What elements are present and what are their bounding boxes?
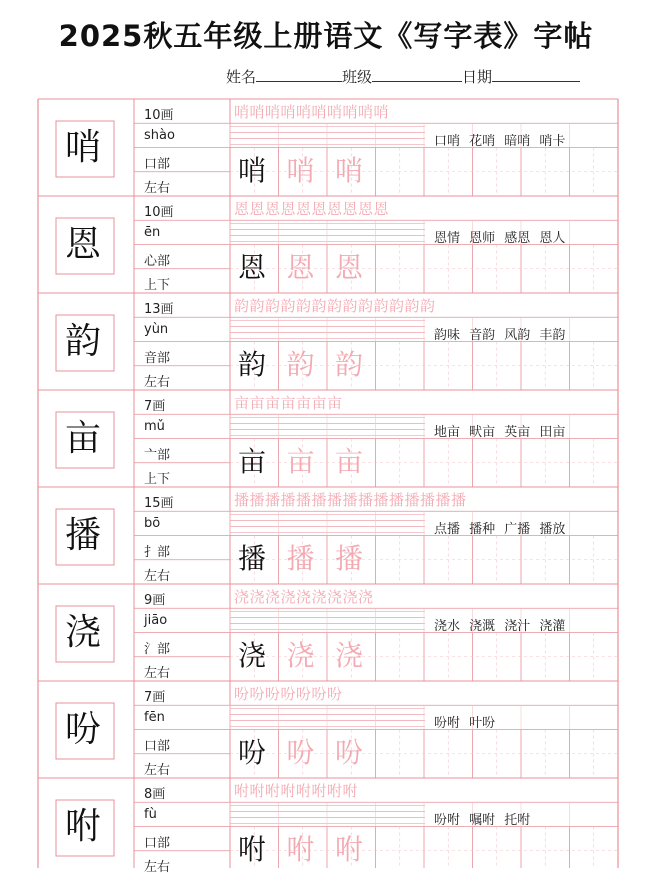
structure-label: 左右 bbox=[144, 568, 171, 584]
pinyin-label: fēn bbox=[144, 710, 165, 726]
radical-label: 亠部 bbox=[144, 447, 171, 463]
pinyin-label: jiāo bbox=[144, 613, 168, 629]
radical-label: 音部 bbox=[144, 350, 171, 366]
radical-label: 口部 bbox=[144, 156, 171, 172]
stroke-order: 吩吩吩吩吩吩吩 bbox=[234, 685, 343, 703]
practice-character-trace: 恩 bbox=[335, 250, 364, 284]
structure-label: 左右 bbox=[144, 665, 171, 681]
radical-label: 口部 bbox=[144, 738, 171, 754]
model-character: 亩 bbox=[65, 418, 102, 459]
model-character: 浇 bbox=[65, 612, 102, 653]
radical-label: 心部 bbox=[144, 253, 171, 269]
stroke-order: 浇浇浇浇浇浇浇浇浇 bbox=[234, 588, 374, 606]
stroke-order: 韵韵韵韵韵韵韵韵韵韵韵韵韵 bbox=[234, 297, 436, 315]
vocabulary-words: 地亩 畎亩 英亩 田亩 bbox=[434, 425, 566, 441]
vocabulary-words: 吩咐 嘱咐 托咐 bbox=[434, 813, 531, 829]
stroke-count-label: 13画 bbox=[144, 302, 174, 317]
model-character: 哨 bbox=[65, 127, 102, 168]
practice-character-trace: 咐 bbox=[286, 832, 315, 866]
model-character: 吩 bbox=[65, 709, 102, 750]
practice-character-solid: 韵 bbox=[238, 347, 267, 381]
vocabulary-words: 口哨 花哨 暗哨 哨卡 bbox=[434, 134, 566, 150]
stroke-count-label: 8画 bbox=[144, 787, 166, 802]
vocabulary-words: 浇水 浇溉 浇汁 浇灌 bbox=[434, 619, 566, 635]
stroke-order: 咐咐咐咐咐咐咐咐 bbox=[234, 782, 359, 800]
model-character: 恩 bbox=[65, 224, 102, 265]
practice-character-trace: 韵 bbox=[286, 347, 315, 381]
model-character: 咐 bbox=[65, 806, 102, 847]
date-label: 日期 bbox=[462, 68, 493, 86]
stroke-count-label: 7画 bbox=[144, 690, 166, 705]
practice-character-solid: 浇 bbox=[238, 638, 267, 672]
vocabulary-words: 恩情 恩师 感恩 恩人 bbox=[434, 231, 566, 247]
vocabulary-words: 韵味 音韵 风韵 丰韵 bbox=[434, 328, 566, 344]
stroke-order: 哨哨哨哨哨哨哨哨哨哨 bbox=[234, 103, 390, 121]
practice-character-trace: 播 bbox=[335, 541, 364, 575]
structure-label: 左右 bbox=[144, 374, 171, 390]
radical-label: 口部 bbox=[144, 835, 171, 851]
practice-character-trace: 亩 bbox=[335, 444, 364, 478]
practice-character-trace: 哨 bbox=[286, 153, 315, 187]
pinyin-label: fù bbox=[144, 807, 157, 823]
practice-character-trace: 咐 bbox=[335, 832, 364, 866]
stroke-order: 恩恩恩恩恩恩恩恩恩恩 bbox=[234, 200, 390, 218]
structure-label: 上下 bbox=[144, 277, 171, 293]
structure-label: 左右 bbox=[144, 180, 171, 196]
structure-label: 左右 bbox=[144, 762, 171, 778]
practice-character-trace: 吩 bbox=[286, 735, 315, 769]
name-label: 姓名 bbox=[226, 68, 257, 86]
vocabulary-words: 点播 播种 广播 播放 bbox=[434, 522, 566, 538]
pinyin-label: bō bbox=[144, 516, 161, 532]
practice-character-trace: 亩 bbox=[286, 444, 315, 478]
pinyin-label: ēn bbox=[144, 225, 161, 241]
radical-label: 氵部 bbox=[144, 641, 171, 657]
model-character: 韵 bbox=[65, 321, 102, 362]
practice-character-trace: 吩 bbox=[335, 735, 364, 769]
practice-character-solid: 哨 bbox=[238, 153, 267, 187]
stroke-count-label: 15画 bbox=[144, 496, 174, 511]
practice-character-solid: 亩 bbox=[238, 444, 267, 478]
practice-character-trace: 播 bbox=[286, 541, 315, 575]
stroke-count-label: 7画 bbox=[144, 399, 166, 414]
radical-label: 扌部 bbox=[144, 544, 171, 560]
practice-character-solid: 播 bbox=[238, 541, 267, 575]
stroke-count-label: 9画 bbox=[144, 593, 166, 608]
stroke-count-label: 10画 bbox=[144, 108, 174, 123]
class-label: 班级 bbox=[342, 68, 373, 86]
vocabulary-words: 吩咐 叶吩 bbox=[434, 716, 496, 732]
practice-character-trace: 韵 bbox=[335, 347, 364, 381]
practice-character-trace: 浇 bbox=[335, 638, 364, 672]
structure-label: 左右 bbox=[144, 859, 171, 875]
practice-character-solid: 吩 bbox=[238, 735, 267, 769]
stroke-order: 播播播播播播播播播播播播播播播 bbox=[234, 491, 467, 509]
stroke-count-label: 10画 bbox=[144, 205, 174, 220]
practice-character-solid: 咐 bbox=[238, 832, 267, 866]
practice-character-trace: 浇 bbox=[286, 638, 315, 672]
structure-label: 上下 bbox=[144, 471, 171, 487]
pinyin-label: shào bbox=[144, 128, 175, 144]
model-character: 播 bbox=[65, 515, 102, 556]
stroke-order: 亩亩亩亩亩亩亩 bbox=[234, 394, 343, 412]
practice-character-solid: 恩 bbox=[238, 250, 267, 284]
page-title: 2025秋五年级上册语文《写字表》字帖 bbox=[58, 19, 594, 53]
practice-character-trace: 哨 bbox=[335, 153, 364, 187]
practice-character-trace: 恩 bbox=[286, 250, 315, 284]
pinyin-label: yùn bbox=[144, 322, 169, 338]
pinyin-label: mǔ bbox=[144, 419, 165, 435]
